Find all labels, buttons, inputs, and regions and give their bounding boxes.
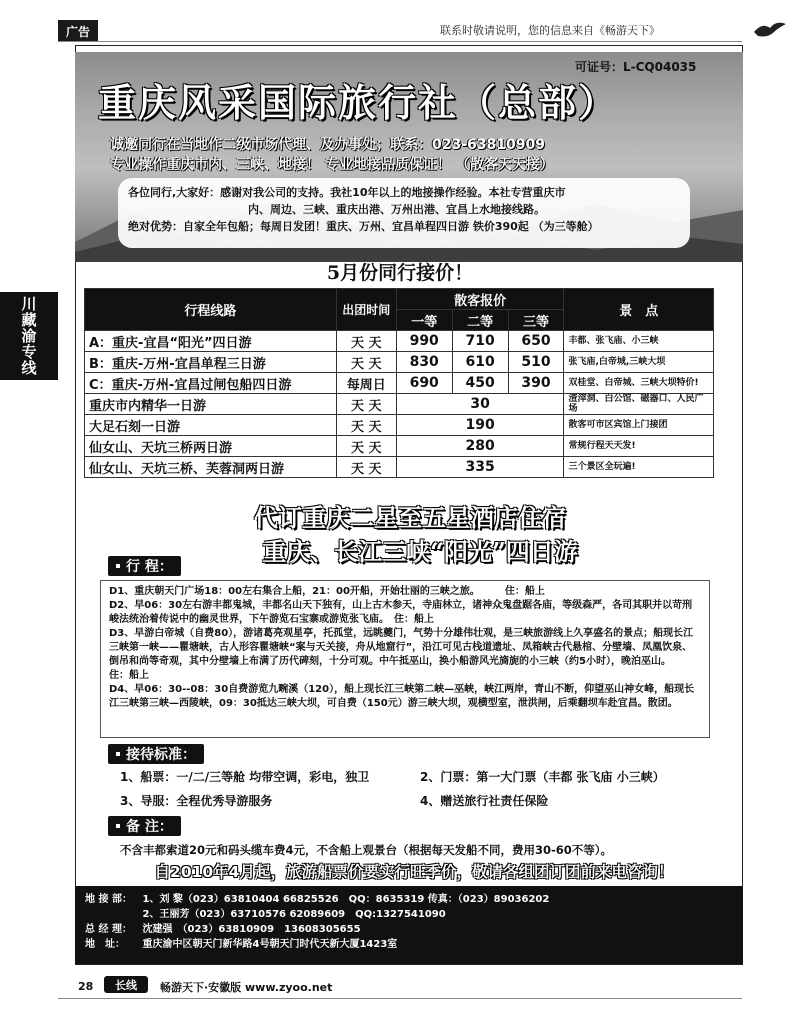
price-first: 990 [396, 331, 452, 352]
route-name: 仙女山、天坑三桥两日游 [85, 436, 337, 457]
page-number: 28 [78, 980, 94, 993]
standard-ship-ticket: 1、船票：一/二/三等舱 均带空调，彩电，独卫 [120, 770, 370, 784]
remarks-tag: 备 注： [108, 816, 181, 836]
standard-insurance: 4、赠送旅行社责任保险 [420, 794, 549, 808]
price-third: 390 [508, 373, 564, 394]
price-single: 335 [396, 457, 564, 478]
remark-text: 不含丰都索道20元和码头缆车费4元，不含船上观景台（根据每天发船不同，费用30-60不等）。 [120, 843, 613, 857]
route-name: 重庆市内精华一日游 [85, 394, 337, 415]
header-price: 散客报价 [396, 289, 564, 310]
departure-time: 天 天 [336, 352, 396, 373]
itinerary-day-3: D3、早游白帝城（自费80），游诸葛亮观星亭，托孤堂，远眺夔门，气势十分雄伟壮观，是三峡旅游线上久享盛名的景点；船现长江三峡第一峡——瞿塘峡，古人形容瞿塘峡“案与天关接，舟从地窟行”，沿江可见古栈道遗址、凤箱峡古代悬棺、分壁墙、凤凰饮泉、倒吊和尚等奇观，其中分壁墙上布满了历代碑刻，十分可观。中午抵巫山，换小船游风光旖旎的小三峡（约5小时），晚泊巫山。 住：船上 [109, 628, 694, 681]
standard-guide-service: 3、导服：全程优秀导游服务 [120, 794, 273, 808]
bird-logo-icon [752, 18, 788, 40]
price-single: 280 [396, 436, 564, 457]
price-table-title: 5月份同行接价！ [326, 262, 474, 284]
scenic-spots: 双桂堂、白帝城、三峡大坝特价! [564, 373, 714, 394]
reception-dept-label: 地 接 部： [85, 894, 132, 905]
scenic-spots: 丰都、张飞庙、小三峡 [564, 331, 714, 352]
side-tab: 川藏渝专线 [0, 292, 58, 380]
itinerary-day-1: D1、重庆朝天门广场18：00左右集合上船，21：00开船，开始壮丽的三峡之旅。 住：船上 [109, 586, 545, 597]
departure-time: 天 天 [336, 394, 396, 415]
top-divider [58, 41, 742, 42]
price-notice: 自2010年4月起，旅游船票价要实行旺季价，敬请各组团订团前来电咨询！ [154, 863, 674, 881]
departure-time: 天 天 [336, 331, 396, 352]
manager-contact: 沈建强 （023）63810909 13608305655 [142, 924, 361, 935]
intro-line-1: 各位同行,大家好：感谢对我公司的支持。我社10年以上的地接操作经验。本社专营重庆市 [128, 186, 566, 199]
header-departure: 出团时间 [336, 289, 396, 331]
section-tag: 长线 [104, 976, 148, 993]
header-note: 联系时敬请说明，您的信息来自《畅游天下》 [440, 24, 660, 37]
departure-time: 每周日 [336, 373, 396, 394]
standard-entrance-ticket: 2、门票：第一大门票（丰都 张飞庙 小三峡） [420, 770, 665, 784]
header-route: 行程线路 [85, 289, 337, 331]
price-single: 190 [396, 415, 564, 436]
price-third: 650 [508, 331, 564, 352]
scenic-spots: 三个景区全玩遍! [564, 457, 714, 478]
itinerary-tag: 行 程： [108, 556, 181, 576]
scenic-spots: 渣滓洞、白公馆、磁器口、人民广场 [564, 394, 714, 415]
route-name: 仙女山、天坑三桥、芙蓉洞两日游 [85, 457, 337, 478]
scenic-spots: 散客可市区宾馆上门接团 [564, 415, 714, 436]
contact-row-3 [85, 922, 733, 937]
header-second-class: 二等 [452, 310, 508, 331]
price-table [84, 288, 714, 478]
route-name: C：重庆-万州-宜昌过闸包船四日游 [85, 373, 337, 394]
price-first: 830 [396, 352, 452, 373]
table-row [85, 415, 714, 436]
agency-name: 重庆风采国际旅行社（总部） [98, 81, 619, 125]
address-text: 重庆渝中区朝天门新华路4号朝天门时代天新大厦1423室 [142, 939, 398, 950]
price-second: 450 [452, 373, 508, 394]
header-first-class: 一等 [396, 310, 452, 331]
magazine-name: 畅游天下·安徽版 www.zyoo.net [160, 981, 333, 994]
address-label: 地 址： [85, 939, 125, 950]
price-single: 30 [396, 394, 564, 415]
departure-time: 天 天 [336, 436, 396, 457]
route-name: A：重庆-宜昌“阳光”四日游 [85, 331, 337, 352]
price-second: 710 [452, 331, 508, 352]
table-row [85, 352, 714, 373]
departure-time: 天 天 [336, 457, 396, 478]
table-row [85, 394, 714, 415]
price-third: 510 [508, 352, 564, 373]
manager-label: 总 经 理： [85, 924, 132, 935]
bottom-divider [58, 998, 742, 999]
contact-row-4 [85, 937, 733, 952]
header-third-class: 三等 [508, 310, 564, 331]
table-row [85, 331, 714, 352]
hotel-headline: 代订重庆二星至五星酒店住宿 [254, 503, 566, 532]
route-name: 大足石刻一日游 [85, 415, 337, 436]
recruit-line: 诚邀同行在当地作二级市场代理、及办事处；联系：023-63810909 [110, 137, 545, 153]
contact-person-1: 1、刘 黎（023）63810404 66825526 QQ：8635319 传真：（023）89036202 [142, 894, 550, 905]
professional-line: 专业操作重庆市内、三峡、地接！ 专业地接品质保证！ （散客天天接） [110, 157, 554, 173]
contact-person-2: 2、王丽芳（023）63710576 62089609 QQ:1327541090 [142, 909, 446, 920]
contact-row-2 [85, 907, 733, 922]
itinerary-day-2: D2、早06：30左右游丰都鬼城，丰都名山天下独有，山上古木参天，寺庙林立，诸神众鬼盘踞各庙，等级森严，各司其职并以苛刑峻法统治着传说中的幽灵世界，下午游览石宝寨或游览张飞庙。 住：船上 [109, 600, 693, 625]
route-name: B：重庆-万州-宜昌单程三日游 [85, 352, 337, 373]
table-row [85, 436, 714, 457]
departure-time: 天 天 [336, 415, 396, 436]
itinerary-box [100, 580, 710, 738]
reception-tag: 接待标准： [108, 744, 204, 764]
intro-line-2: 内、周边、三峡、重庆出港、万州出港、宜昌上水地接线路。 [248, 203, 545, 216]
intro-line-3: 绝对优势：自家全年包船；每周日发团！重庆、万州、宜昌单程四日游 铁价390起 （为三等舱） [128, 220, 599, 233]
intro-box [118, 178, 690, 248]
price-second: 610 [452, 352, 508, 373]
price-first: 690 [396, 373, 452, 394]
scenic-spots: 张飞庙,白帝城,三峡大坝 [564, 352, 714, 373]
scenic-spots: 常规行程天天发! [564, 436, 714, 457]
license-number: 可证号：L-CQ04035 [575, 60, 697, 74]
table-row [85, 457, 714, 478]
tour-headline: 重庆、长江三峡“阳光”四日游 [262, 537, 578, 566]
header-spots: 景 点 [564, 289, 714, 331]
contact-row-1 [85, 892, 733, 907]
ad-label: 广告 [58, 20, 98, 42]
contact-block [75, 886, 743, 964]
table-row [85, 373, 714, 394]
itinerary-day-4: D4、早06：30--08：30自费游览九畹溪（120），船上现长江三峡第二峡—巫峡，峡江两岸，青山不断，仰望巫山神女峰，船现长江三峡第三峡—西陵峡，09：30抵达三峡大坝，可自费（150元）游三峡大坝，观横型室，泄洪闸，后乘翻坝车赴宜昌。散团。 [109, 684, 695, 709]
